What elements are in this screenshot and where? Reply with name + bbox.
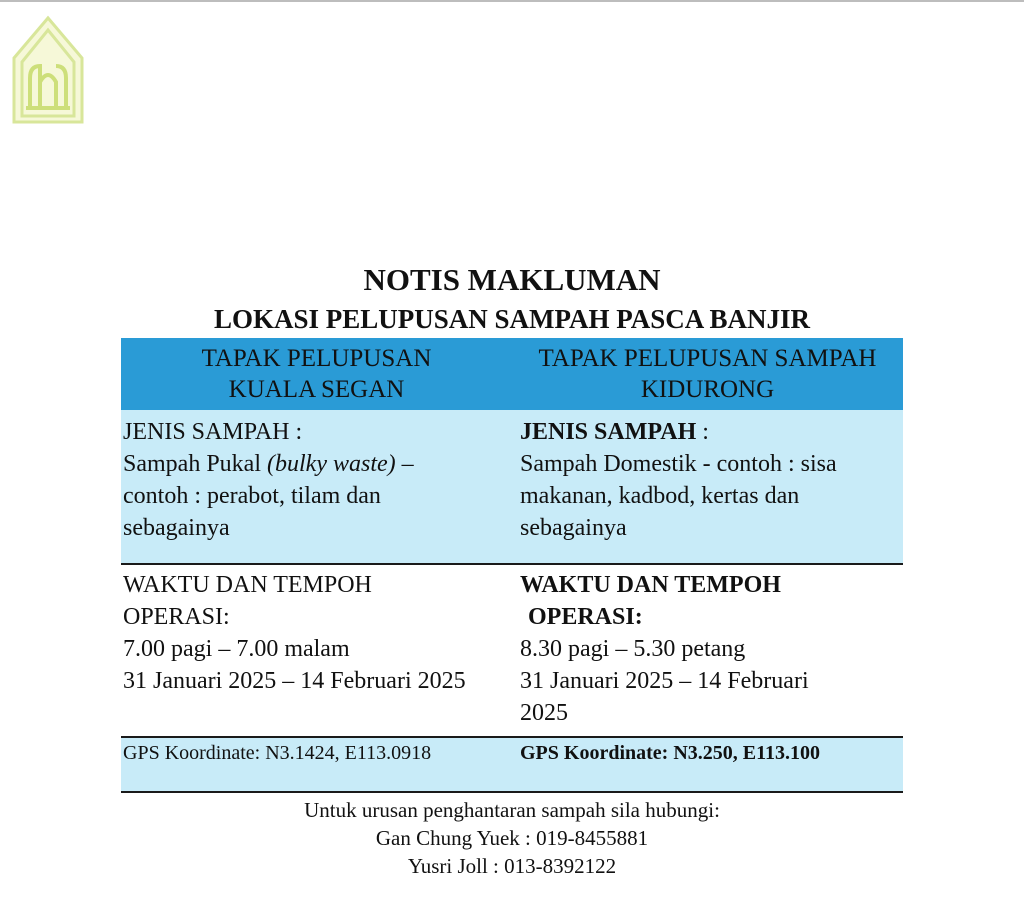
operation-label-cont: OPERASI: [123,604,230,630]
contact-yusri-joll: Yusri Joll : 013-8392122 [407,854,617,878]
notice-title: NOTIS MAKLUMAN [363,262,661,297]
waste-type-examples-end: sebagainya [520,515,627,541]
waste-type-label [520,416,903,448]
contact-gan-chung-yuek: Gan Chung Yuek : 019-8455881 [375,826,649,850]
waste-type-label: JENIS SAMPAH : [123,419,303,445]
column-header-line: TAPAK PELUPUSAN SAMPAH [538,345,877,372]
waste-type-kuala-segan [121,416,512,563]
contact-intro: Untuk urusan penghantaran sampah sila hubungi: [304,798,720,822]
waste-type-examples-end: sebagainya [123,515,230,541]
waste-type-label-bold: JENIS SAMPAH [520,419,697,445]
gps-row [121,736,903,793]
operation-kidurong [512,569,903,736]
operation-label-cont: OPERASI: [528,604,643,630]
waste-type-dash: – [395,451,414,477]
operation-hours: 7.00 pagi – 7.00 malam [123,636,350,662]
operation-label: WAKTU DAN TEMPOH [123,572,372,598]
column-header-line: KUALA SEGAN [228,376,405,403]
waste-type-examples: makanan, kadbod, kertas dan [520,483,800,509]
gps-kuala-segan: GPS Koordinate: N3.1424, E113.0918 [123,742,432,764]
waste-type-row [121,410,903,563]
waste-type-text: Sampah Pukal [123,451,267,477]
waste-type-kidurong [512,416,903,563]
operation-hours: 8.30 pagi – 5.30 petang [520,636,746,662]
waste-type-description [123,448,512,480]
waste-type-examples: contoh : perabot, tilam dan [123,483,381,509]
operation-dates: 31 Januari 2025 – 14 Februari [520,668,809,694]
operation-dates-year: 2025 [520,700,568,726]
disposal-sites-table [121,338,903,793]
column-header-line: TAPAK PELUPUSAN [201,345,432,372]
waste-type-description: Sampah Domestik - contoh : sisa [520,451,837,477]
top-border [0,0,1024,2]
operation-kuala-segan [121,569,512,736]
operation-dates: 31 Januari 2025 – 14 Februari 2025 [123,668,466,694]
column-header-kidurong [512,338,903,410]
column-header-kuala-segan [121,338,512,410]
waste-type-label-colon: : [696,419,709,445]
operation-hours-row [121,563,903,736]
table-header-row [121,338,903,410]
emblem-logo [8,12,88,126]
notice-subtitle: LOKASI PELUPUSAN SAMPAH PASCA BANJIR [213,304,811,334]
operation-label: WAKTU DAN TEMPOH [520,572,781,598]
gps-kidurong: GPS Koordinate: N3.250, E113.100 [520,742,821,764]
waste-type-italic-text: (bulky waste) [267,451,396,477]
column-header-line: KIDURONG [640,376,775,403]
contact-footer [0,796,1024,880]
